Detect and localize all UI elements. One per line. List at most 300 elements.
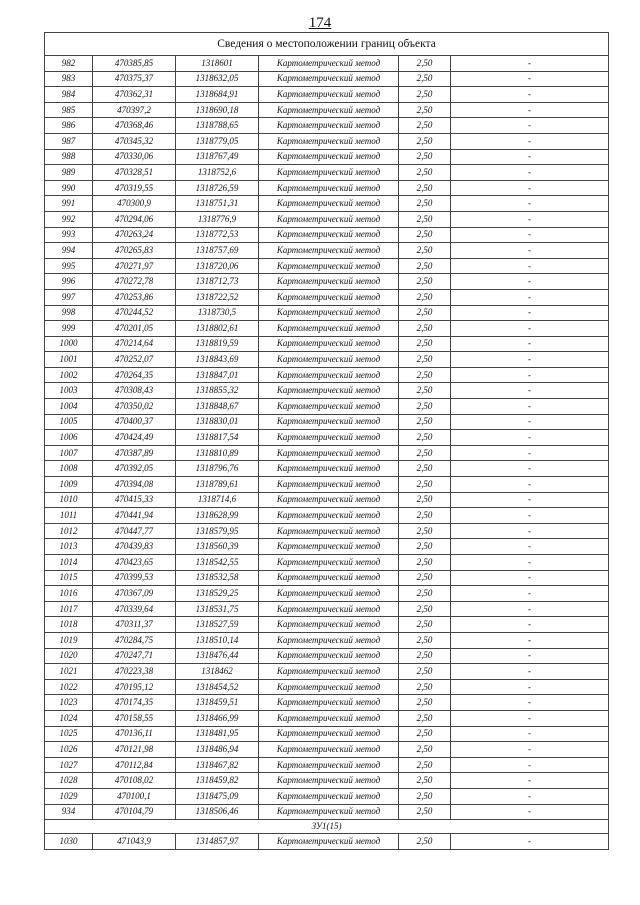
accuracy-cell: 2,50 bbox=[399, 56, 451, 72]
y-coordinate-cell: 1318819,59 bbox=[176, 336, 259, 352]
y-coordinate-cell: 1318776,9 bbox=[176, 211, 259, 227]
y-coordinate-cell: 1318466,99 bbox=[176, 710, 259, 726]
method-cell: Картометрический метод bbox=[259, 165, 399, 181]
table-body bbox=[45, 33, 609, 850]
accuracy-cell: 2,50 bbox=[399, 430, 451, 446]
y-coordinate-cell: 1314857,97 bbox=[176, 834, 259, 850]
table-row bbox=[45, 289, 609, 305]
table-row bbox=[45, 664, 609, 680]
point-number-cell: 985 bbox=[45, 102, 93, 118]
accuracy-cell: 2,50 bbox=[399, 445, 451, 461]
point-number-cell: 1020 bbox=[45, 648, 93, 664]
point-number-cell: 1028 bbox=[45, 773, 93, 789]
description-cell: - bbox=[451, 118, 609, 134]
y-coordinate-cell: 1318532,58 bbox=[176, 570, 259, 586]
x-coordinate-cell: 470345,32 bbox=[93, 133, 176, 149]
table-row bbox=[45, 336, 609, 352]
accuracy-cell: 2,50 bbox=[399, 87, 451, 103]
point-number-cell: 998 bbox=[45, 305, 93, 321]
description-cell: - bbox=[451, 289, 609, 305]
table-row bbox=[45, 757, 609, 773]
x-coordinate-cell: 470319,55 bbox=[93, 180, 176, 196]
method-cell: Картометрический метод bbox=[259, 180, 399, 196]
y-coordinate-cell: 1318848,67 bbox=[176, 399, 259, 415]
y-coordinate-cell: 1318779,05 bbox=[176, 133, 259, 149]
x-coordinate-cell: 470174,35 bbox=[93, 695, 176, 711]
accuracy-cell: 2,50 bbox=[399, 555, 451, 571]
method-cell: Картометрический метод bbox=[259, 695, 399, 711]
description-cell: - bbox=[451, 523, 609, 539]
x-coordinate-cell: 470264,35 bbox=[93, 367, 176, 383]
page-number: 174 bbox=[308, 15, 332, 31]
point-number-cell: 1014 bbox=[45, 555, 93, 571]
x-coordinate-cell: 470136,11 bbox=[93, 726, 176, 742]
x-coordinate-cell: 470392,05 bbox=[93, 461, 176, 477]
x-coordinate-cell: 470350,02 bbox=[93, 399, 176, 415]
description-cell: - bbox=[451, 336, 609, 352]
x-coordinate-cell: 470330,06 bbox=[93, 149, 176, 165]
x-coordinate-cell: 471043,9 bbox=[93, 834, 176, 850]
table-row bbox=[45, 71, 609, 87]
point-number-cell: 1006 bbox=[45, 430, 93, 446]
x-coordinate-cell: 470158,55 bbox=[93, 710, 176, 726]
accuracy-cell: 2,50 bbox=[399, 773, 451, 789]
table-row bbox=[45, 555, 609, 571]
method-cell: Картометрический метод bbox=[259, 196, 399, 212]
description-cell: - bbox=[451, 87, 609, 103]
y-coordinate-cell: 1318632,05 bbox=[176, 71, 259, 87]
x-coordinate-cell: 470247,71 bbox=[93, 648, 176, 664]
accuracy-cell: 2,50 bbox=[399, 648, 451, 664]
point-number-cell: 1024 bbox=[45, 710, 93, 726]
point-number-cell: 992 bbox=[45, 211, 93, 227]
description-cell: - bbox=[451, 664, 609, 680]
accuracy-cell: 2,50 bbox=[399, 321, 451, 337]
point-number-cell: 1004 bbox=[45, 399, 93, 415]
table-row bbox=[45, 180, 609, 196]
method-cell: Картометрический метод bbox=[259, 227, 399, 243]
description-cell: - bbox=[451, 710, 609, 726]
method-cell: Картометрический метод bbox=[259, 664, 399, 680]
accuracy-cell: 2,50 bbox=[399, 383, 451, 399]
x-coordinate-cell: 470284,75 bbox=[93, 632, 176, 648]
table-row bbox=[45, 710, 609, 726]
accuracy-cell: 2,50 bbox=[399, 289, 451, 305]
table-row bbox=[45, 648, 609, 664]
accuracy-cell: 2,50 bbox=[399, 523, 451, 539]
method-cell: Картометрический метод bbox=[259, 523, 399, 539]
point-number-cell: 991 bbox=[45, 196, 93, 212]
y-coordinate-cell: 1318454,52 bbox=[176, 679, 259, 695]
y-coordinate-cell: 1318462 bbox=[176, 664, 259, 680]
accuracy-cell: 2,50 bbox=[399, 399, 451, 415]
table-row bbox=[45, 56, 609, 72]
method-cell: Картометрический метод bbox=[259, 430, 399, 446]
x-coordinate-cell: 470447,77 bbox=[93, 523, 176, 539]
y-coordinate-cell: 1318817,54 bbox=[176, 430, 259, 446]
description-cell: - bbox=[451, 477, 609, 493]
table-row bbox=[45, 617, 609, 633]
point-number-cell: 1017 bbox=[45, 601, 93, 617]
section-label: ЗУ1(15) bbox=[45, 820, 609, 834]
y-coordinate-cell: 1318788,65 bbox=[176, 118, 259, 134]
method-cell: Картометрический метод bbox=[259, 87, 399, 103]
table-row bbox=[45, 695, 609, 711]
method-cell: Картометрический метод bbox=[259, 477, 399, 493]
accuracy-cell: 2,50 bbox=[399, 165, 451, 181]
method-cell: Картометрический метод bbox=[259, 289, 399, 305]
method-cell: Картометрический метод bbox=[259, 555, 399, 571]
description-cell: - bbox=[451, 196, 609, 212]
table-row bbox=[45, 430, 609, 446]
accuracy-cell: 2,50 bbox=[399, 211, 451, 227]
description-cell: - bbox=[451, 508, 609, 524]
method-cell: Картометрический метод bbox=[259, 71, 399, 87]
accuracy-cell: 2,50 bbox=[399, 336, 451, 352]
accuracy-cell: 2,50 bbox=[399, 149, 451, 165]
accuracy-cell: 2,50 bbox=[399, 274, 451, 290]
description-cell: - bbox=[451, 211, 609, 227]
method-cell: Картометрический метод bbox=[259, 243, 399, 259]
point-number-cell: 1005 bbox=[45, 414, 93, 430]
y-coordinate-cell: 1318481,95 bbox=[176, 726, 259, 742]
table-row bbox=[45, 632, 609, 648]
accuracy-cell: 2,50 bbox=[399, 461, 451, 477]
point-number-cell: 1027 bbox=[45, 757, 93, 773]
table-row bbox=[45, 492, 609, 508]
method-cell: Картометрический метод bbox=[259, 710, 399, 726]
x-coordinate-cell: 470252,07 bbox=[93, 352, 176, 368]
table-row bbox=[45, 539, 609, 555]
point-number-cell: 1001 bbox=[45, 352, 93, 368]
accuracy-cell: 2,50 bbox=[399, 539, 451, 555]
y-coordinate-cell: 1318789,61 bbox=[176, 477, 259, 493]
point-number-cell: 1019 bbox=[45, 632, 93, 648]
method-cell: Картометрический метод bbox=[259, 258, 399, 274]
y-coordinate-cell: 1318712,73 bbox=[176, 274, 259, 290]
y-coordinate-cell: 1318720,06 bbox=[176, 258, 259, 274]
method-cell: Картометрический метод bbox=[259, 399, 399, 415]
y-coordinate-cell: 1318690,18 bbox=[176, 102, 259, 118]
y-coordinate-cell: 1318601 bbox=[176, 56, 259, 72]
x-coordinate-cell: 470441,94 bbox=[93, 508, 176, 524]
y-coordinate-cell: 1318752,6 bbox=[176, 165, 259, 181]
method-cell: Картометрический метод bbox=[259, 133, 399, 149]
y-coordinate-cell: 1318542,55 bbox=[176, 555, 259, 571]
x-coordinate-cell: 470201,05 bbox=[93, 321, 176, 337]
x-coordinate-cell: 470394,08 bbox=[93, 477, 176, 493]
description-cell: - bbox=[451, 258, 609, 274]
accuracy-cell: 2,50 bbox=[399, 570, 451, 586]
method-cell: Картометрический метод bbox=[259, 352, 399, 368]
description-cell: - bbox=[451, 165, 609, 181]
table-row bbox=[45, 508, 609, 524]
y-coordinate-cell: 1318810,89 bbox=[176, 445, 259, 461]
point-number-cell: 1025 bbox=[45, 726, 93, 742]
method-cell: Картометрический метод bbox=[259, 445, 399, 461]
table-row bbox=[45, 149, 609, 165]
x-coordinate-cell: 470400,37 bbox=[93, 414, 176, 430]
description-cell: - bbox=[451, 539, 609, 555]
method-cell: Картометрический метод bbox=[259, 834, 399, 850]
method-cell: Картометрический метод bbox=[259, 742, 399, 758]
y-coordinate-cell: 1318459,51 bbox=[176, 695, 259, 711]
x-coordinate-cell: 470121,98 bbox=[93, 742, 176, 758]
point-number-cell: 1003 bbox=[45, 383, 93, 399]
y-coordinate-cell: 1318855,32 bbox=[176, 383, 259, 399]
point-number-cell: 1008 bbox=[45, 461, 93, 477]
description-cell: - bbox=[451, 71, 609, 87]
method-cell: Картометрический метод bbox=[259, 586, 399, 602]
point-number-cell: 1021 bbox=[45, 664, 93, 680]
point-number-cell: 989 bbox=[45, 165, 93, 181]
y-coordinate-cell: 1318796,76 bbox=[176, 461, 259, 477]
y-coordinate-cell: 1318847,01 bbox=[176, 367, 259, 383]
method-cell: Картометрический метод bbox=[259, 773, 399, 789]
point-number-cell: 986 bbox=[45, 118, 93, 134]
x-coordinate-cell: 470399,53 bbox=[93, 570, 176, 586]
point-number-cell: 990 bbox=[45, 180, 93, 196]
x-coordinate-cell: 470223,38 bbox=[93, 664, 176, 680]
description-cell: - bbox=[451, 227, 609, 243]
method-cell: Картометрический метод bbox=[259, 414, 399, 430]
method-cell: Картометрический метод bbox=[259, 305, 399, 321]
method-cell: Картометрический метод bbox=[259, 149, 399, 165]
accuracy-cell: 2,50 bbox=[399, 710, 451, 726]
description-cell: - bbox=[451, 601, 609, 617]
table-row bbox=[45, 679, 609, 695]
point-number-cell: 1010 bbox=[45, 492, 93, 508]
x-coordinate-cell: 470265,83 bbox=[93, 243, 176, 259]
method-cell: Картометрический метод bbox=[259, 321, 399, 337]
x-coordinate-cell: 470104,79 bbox=[93, 804, 176, 820]
description-cell: - bbox=[451, 679, 609, 695]
accuracy-cell: 2,50 bbox=[399, 367, 451, 383]
accuracy-cell: 2,50 bbox=[399, 243, 451, 259]
accuracy-cell: 2,50 bbox=[399, 601, 451, 617]
description-cell: - bbox=[451, 414, 609, 430]
table-row bbox=[45, 321, 609, 337]
table-row bbox=[45, 352, 609, 368]
x-coordinate-cell: 470263,24 bbox=[93, 227, 176, 243]
point-number-cell: 1030 bbox=[45, 834, 93, 850]
y-coordinate-cell: 1318628,99 bbox=[176, 508, 259, 524]
description-cell: - bbox=[451, 617, 609, 633]
x-coordinate-cell: 470368,46 bbox=[93, 118, 176, 134]
method-cell: Картометрический метод bbox=[259, 56, 399, 72]
y-coordinate-cell: 1318843,69 bbox=[176, 352, 259, 368]
description-cell: - bbox=[451, 274, 609, 290]
y-coordinate-cell: 1318726,59 bbox=[176, 180, 259, 196]
point-number-cell: 988 bbox=[45, 149, 93, 165]
description-cell: - bbox=[451, 632, 609, 648]
description-cell: - bbox=[451, 742, 609, 758]
y-coordinate-cell: 1318730,5 bbox=[176, 305, 259, 321]
description-cell: - bbox=[451, 321, 609, 337]
x-coordinate-cell: 470112,84 bbox=[93, 757, 176, 773]
y-coordinate-cell: 1318475,09 bbox=[176, 788, 259, 804]
x-coordinate-cell: 470439,83 bbox=[93, 539, 176, 555]
table-row bbox=[45, 243, 609, 259]
description-cell: - bbox=[451, 399, 609, 415]
accuracy-cell: 2,50 bbox=[399, 118, 451, 134]
x-coordinate-cell: 470100,1 bbox=[93, 788, 176, 804]
accuracy-cell: 2,50 bbox=[399, 133, 451, 149]
description-cell: - bbox=[451, 555, 609, 571]
accuracy-cell: 2,50 bbox=[399, 352, 451, 368]
point-number-cell: 1013 bbox=[45, 539, 93, 555]
y-coordinate-cell: 1318531,75 bbox=[176, 601, 259, 617]
x-coordinate-cell: 470362,31 bbox=[93, 87, 176, 103]
method-cell: Картометрический метод bbox=[259, 539, 399, 555]
table-row bbox=[45, 399, 609, 415]
accuracy-cell: 2,50 bbox=[399, 632, 451, 648]
table-row bbox=[45, 461, 609, 477]
x-coordinate-cell: 470108,02 bbox=[93, 773, 176, 789]
point-number-cell: 1029 bbox=[45, 788, 93, 804]
y-coordinate-cell: 1318529,25 bbox=[176, 586, 259, 602]
description-cell: - bbox=[451, 383, 609, 399]
x-coordinate-cell: 470311,37 bbox=[93, 617, 176, 633]
description-cell: - bbox=[451, 243, 609, 259]
table-row bbox=[45, 523, 609, 539]
y-coordinate-cell: 1318751,31 bbox=[176, 196, 259, 212]
boundary-table bbox=[44, 32, 609, 850]
description-cell: - bbox=[451, 445, 609, 461]
method-cell: Картометрический метод bbox=[259, 648, 399, 664]
y-coordinate-cell: 1318722,52 bbox=[176, 289, 259, 305]
method-cell: Картометрический метод bbox=[259, 632, 399, 648]
point-number-cell: 983 bbox=[45, 71, 93, 87]
accuracy-cell: 2,50 bbox=[399, 508, 451, 524]
table-row bbox=[45, 445, 609, 461]
table-row bbox=[45, 227, 609, 243]
accuracy-cell: 2,50 bbox=[399, 742, 451, 758]
method-cell: Картометрический метод bbox=[259, 617, 399, 633]
table-row bbox=[45, 274, 609, 290]
method-cell: Картометрический метод bbox=[259, 102, 399, 118]
description-cell: - bbox=[451, 726, 609, 742]
accuracy-cell: 2,50 bbox=[399, 757, 451, 773]
point-number-cell: 994 bbox=[45, 243, 93, 259]
x-coordinate-cell: 470244,52 bbox=[93, 305, 176, 321]
x-coordinate-cell: 470328,51 bbox=[93, 165, 176, 181]
point-number-cell: 1007 bbox=[45, 445, 93, 461]
description-cell: - bbox=[451, 586, 609, 602]
method-cell: Картометрический метод bbox=[259, 367, 399, 383]
x-coordinate-cell: 470339,64 bbox=[93, 601, 176, 617]
x-coordinate-cell: 470375,37 bbox=[93, 71, 176, 87]
point-number-cell: 1023 bbox=[45, 695, 93, 711]
method-cell: Картометрический метод bbox=[259, 383, 399, 399]
table-row bbox=[45, 87, 609, 103]
description-cell: - bbox=[451, 133, 609, 149]
accuracy-cell: 2,50 bbox=[399, 788, 451, 804]
point-number-cell: 987 bbox=[45, 133, 93, 149]
y-coordinate-cell: 1318510,14 bbox=[176, 632, 259, 648]
y-coordinate-cell: 1318802,61 bbox=[176, 321, 259, 337]
x-coordinate-cell: 470385,85 bbox=[93, 56, 176, 72]
description-cell: - bbox=[451, 305, 609, 321]
x-coordinate-cell: 470195,12 bbox=[93, 679, 176, 695]
point-number-cell: 997 bbox=[45, 289, 93, 305]
accuracy-cell: 2,50 bbox=[399, 726, 451, 742]
method-cell: Картометрический метод bbox=[259, 461, 399, 477]
y-coordinate-cell: 1318830,01 bbox=[176, 414, 259, 430]
y-coordinate-cell: 1318714,6 bbox=[176, 492, 259, 508]
description-cell: - bbox=[451, 648, 609, 664]
table-row bbox=[45, 118, 609, 134]
x-coordinate-cell: 470424,49 bbox=[93, 430, 176, 446]
table-row bbox=[45, 258, 609, 274]
method-cell: Картометрический метод bbox=[259, 726, 399, 742]
accuracy-cell: 2,50 bbox=[399, 492, 451, 508]
point-number-cell: 1022 bbox=[45, 679, 93, 695]
x-coordinate-cell: 470300,9 bbox=[93, 196, 176, 212]
y-coordinate-cell: 1318486,94 bbox=[176, 742, 259, 758]
point-number-cell: 984 bbox=[45, 87, 93, 103]
table-row bbox=[45, 133, 609, 149]
description-cell: - bbox=[451, 461, 609, 477]
description-cell: - bbox=[451, 757, 609, 773]
x-coordinate-cell: 470214,64 bbox=[93, 336, 176, 352]
y-coordinate-cell: 1318757,69 bbox=[176, 243, 259, 259]
y-coordinate-cell: 1318560,39 bbox=[176, 539, 259, 555]
point-number-cell: 1015 bbox=[45, 570, 93, 586]
description-cell: - bbox=[451, 773, 609, 789]
description-cell: - bbox=[451, 56, 609, 72]
table-row bbox=[45, 383, 609, 399]
accuracy-cell: 2,50 bbox=[399, 102, 451, 118]
accuracy-cell: 2,50 bbox=[399, 586, 451, 602]
point-number-cell: 995 bbox=[45, 258, 93, 274]
method-cell: Картометрический метод bbox=[259, 336, 399, 352]
accuracy-cell: 2,50 bbox=[399, 834, 451, 850]
description-cell: - bbox=[451, 149, 609, 165]
accuracy-cell: 2,50 bbox=[399, 305, 451, 321]
x-coordinate-cell: 470308,43 bbox=[93, 383, 176, 399]
method-cell: Картометрический метод bbox=[259, 601, 399, 617]
table-row bbox=[45, 742, 609, 758]
point-number-cell: 1009 bbox=[45, 477, 93, 493]
description-cell: - bbox=[451, 492, 609, 508]
point-number-cell: 934 bbox=[45, 804, 93, 820]
y-coordinate-cell: 1318459,82 bbox=[176, 773, 259, 789]
method-cell: Картометрический метод bbox=[259, 804, 399, 820]
x-coordinate-cell: 470387,89 bbox=[93, 445, 176, 461]
description-cell: - bbox=[451, 102, 609, 118]
table-row bbox=[45, 804, 609, 820]
description-cell: - bbox=[451, 367, 609, 383]
accuracy-cell: 2,50 bbox=[399, 477, 451, 493]
method-cell: Картометрический метод bbox=[259, 679, 399, 695]
point-number-cell: 993 bbox=[45, 227, 93, 243]
table-row bbox=[45, 305, 609, 321]
point-number-cell: 1002 bbox=[45, 367, 93, 383]
y-coordinate-cell: 1318684,91 bbox=[176, 87, 259, 103]
accuracy-cell: 2,50 bbox=[399, 180, 451, 196]
accuracy-cell: 2,50 bbox=[399, 679, 451, 695]
method-cell: Картометрический метод bbox=[259, 492, 399, 508]
y-coordinate-cell: 1318506,46 bbox=[176, 804, 259, 820]
point-number-cell: 999 bbox=[45, 321, 93, 337]
table-row bbox=[45, 773, 609, 789]
method-cell: Картометрический метод bbox=[259, 570, 399, 586]
accuracy-cell: 2,50 bbox=[399, 617, 451, 633]
table-row bbox=[45, 414, 609, 430]
table-row bbox=[45, 726, 609, 742]
table-row bbox=[45, 102, 609, 118]
